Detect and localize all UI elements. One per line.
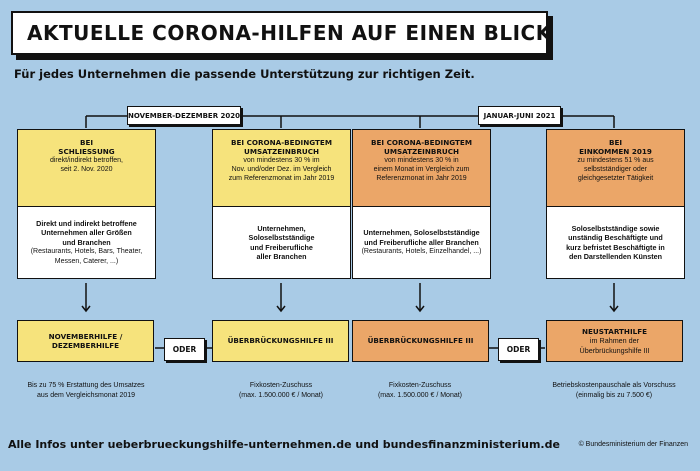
oder-badge-1: ODER [164, 338, 205, 361]
page-title: AKTUELLE CORONA-HILFEN AUF EINEN BLICK [27, 21, 552, 45]
period-label-2021: JANUAR-JUNI 2021 [478, 106, 561, 125]
note-neustarthilfe: Betriebskostenpauschale als Vorschuss (einmalig bis zu 7.500 €) [552, 382, 676, 399]
card-body: Soloselbstständige sowie unständig Beschäftigte und kurz befristet Beschäftigte in den Darstellenden Künsten [566, 223, 665, 261]
oder-badge-2: ODER [498, 338, 539, 361]
card-body: Unternehmen, Soloselbstständige und Freiberufliche aller Branchen [248, 223, 315, 261]
card-umsatzeinbruch-2020 [212, 129, 351, 279]
period-label-2020: NOVEMBER-DEZEMBER 2020 [127, 106, 241, 125]
card-head: BEI EINKOMMEN 2019 zu mindestens 51 % aus selbstständiger oder gleichgesetzter Tätigkeit [547, 130, 684, 207]
card-einkommen [546, 129, 685, 279]
card-head: BEI CORONA-BEDINGTEM UMSATZEINBRUCH von mindestens 30 % im Nov. und/oder Dez. im Vergleich zum Referenzmonat im Jahr 2019 [213, 130, 350, 207]
note-novemberhilfe: Bis zu 75 % Erstattung des Umsatzes aus dem Vergleichsmonat 2019 [27, 382, 145, 399]
copyright: © Bundesministerium der Finanzen [578, 441, 688, 448]
result-ueberbrueckungshilfe-2020: ÜBERBRÜCKUNGSHILFE III [212, 320, 349, 362]
result-novemberhilfe: NOVEMBERHILFE / DEZEMBERHILFE [17, 320, 154, 362]
card-schliessung [17, 129, 156, 279]
page-subtitle: Für jedes Unternehmen die passende Unterstützung zur richtigen Zeit. [14, 67, 475, 81]
note-ueberbrueckungshilfe-2020: Fixkosten-Zuschuss (max. 1.500.000 € / Monat) [238, 382, 324, 399]
note-ueberbrueckungshilfe-2021: Fixkosten-Zuschuss (max. 1.500.000 € / Monat) [377, 382, 463, 399]
card-body: Direkt und indirekt betroffene Unternehmen aller Größen und Branchen (Restaurants, Hotels, Bars, Theater, Messen, Caterer, ...) [30, 218, 143, 265]
result-ueberbrueckungshilfe-2021: ÜBERBRÜCKUNGSHILFE III [352, 320, 489, 362]
card-body: Unternehmen, Soloselbstständige und Freiberufliche aller Branchen (Restaurants, Hotels, Einzelhandel, ...) [361, 228, 482, 256]
footer-info-links: Alle Infos unter ueberbrueckungshilfe-unternehmen.de und bundesfinanzministerium.de [8, 438, 560, 451]
result-neustarthilfe: NEUSTARTHILFE im Rahmen der Überbrückungshilfe III [546, 320, 683, 362]
card-umsatzeinbruch-2021 [352, 129, 491, 279]
card-head: BEI CORONA-BEDINGTEM UMSATZEINBRUCH von mindestens 30 % in einem Monat im Vergleich zum Referenzmonat im Jahr 2019 [353, 130, 490, 207]
card-head: BEI SCHLIESSUNG direkt/indirekt betroffen, seit 2. Nov. 2020 [18, 130, 155, 207]
